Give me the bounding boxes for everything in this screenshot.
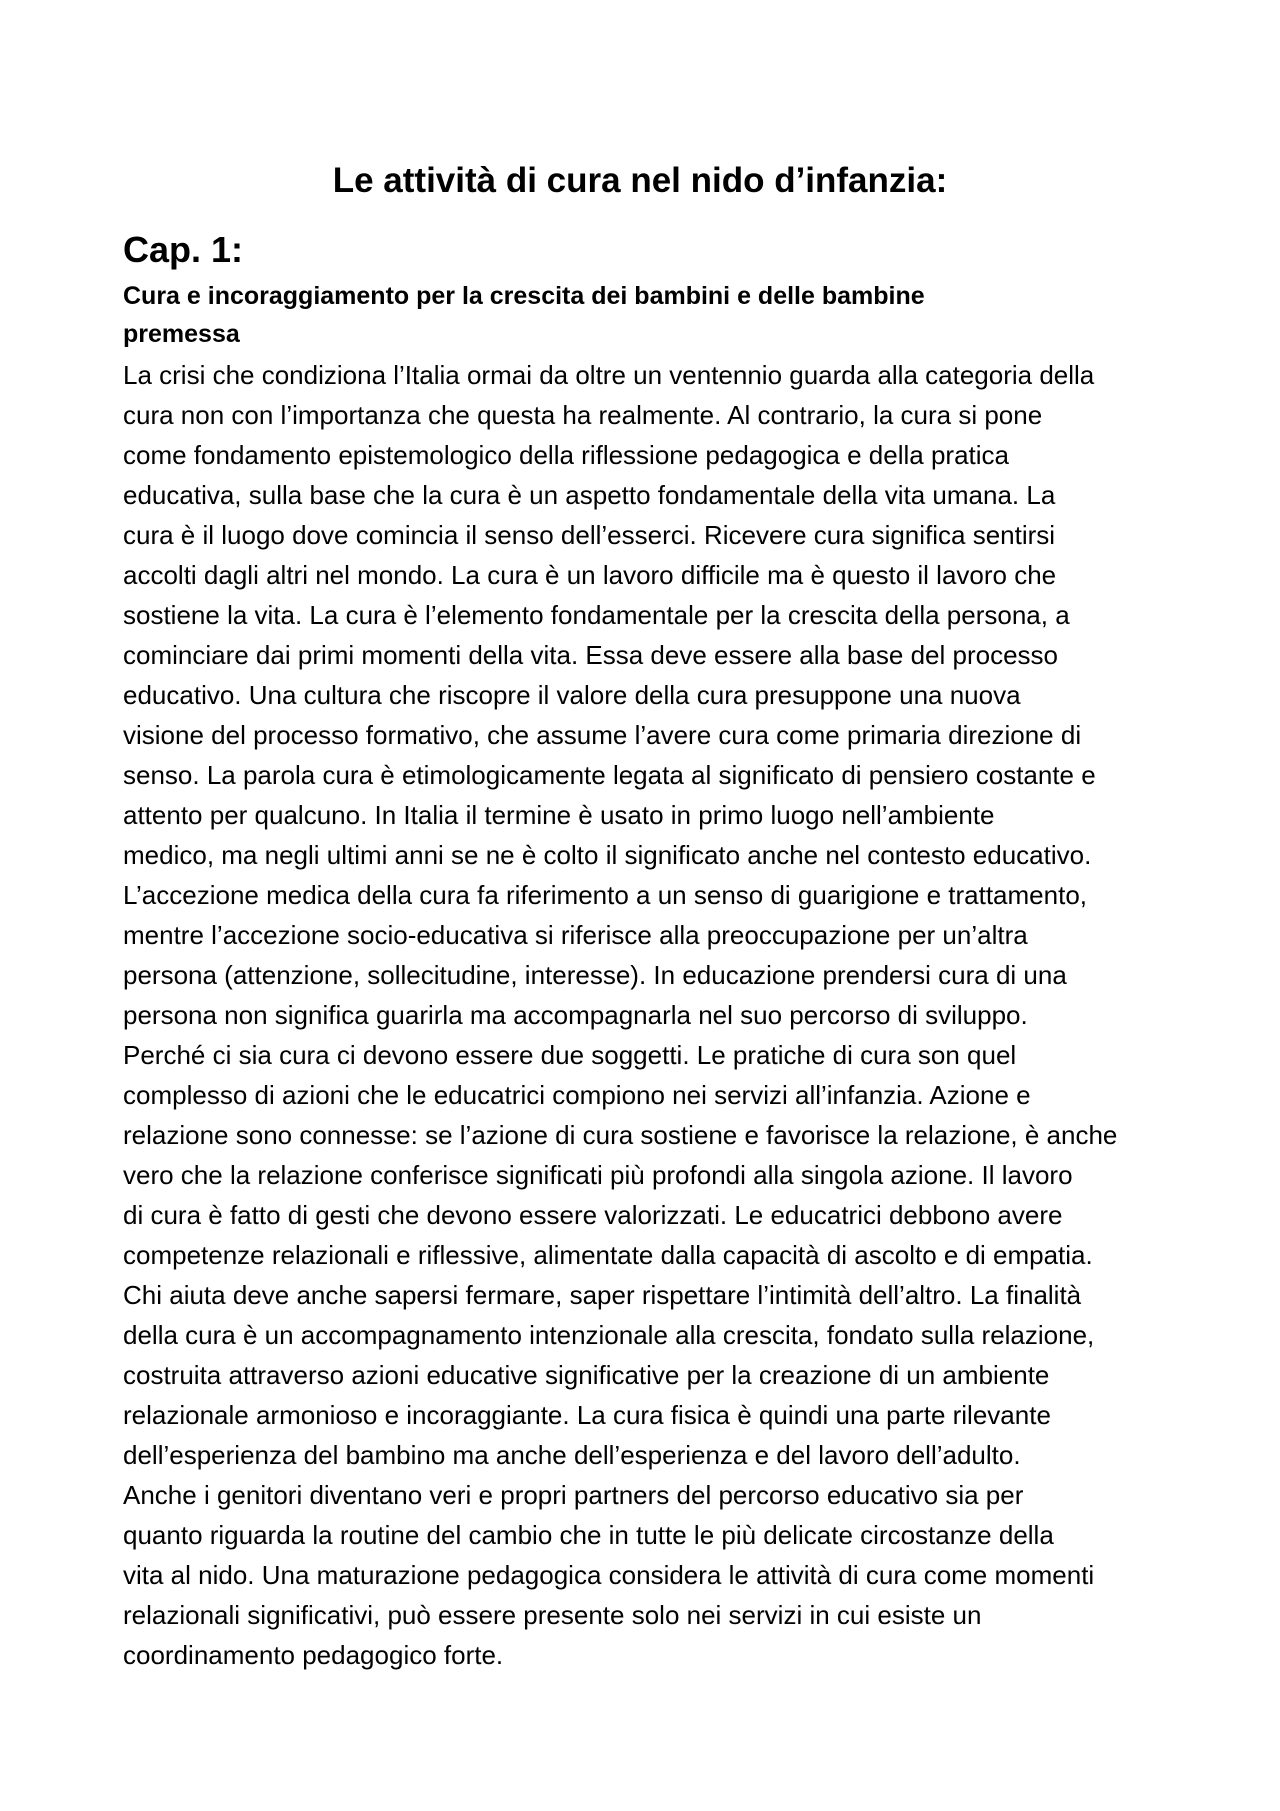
body-line: Perché ci sia cura ci devono essere due soggetti. Le pratiche di cura son quel xyxy=(123,1040,1017,1070)
body-line: di cura è fatto di gesti che devono essere valorizzati. Le educatrici debbono avere xyxy=(123,1200,1063,1230)
body-line: senso. La parola cura è etimologicamente legata al significato di pensiero costante e xyxy=(123,760,1096,790)
body-line: La crisi che condiziona l’Italia ormai da oltre un ventennio guarda alla categoria della xyxy=(123,360,1095,390)
body-line: costruita attraverso azioni educative significative per la creazione di un ambiente xyxy=(123,1360,1050,1390)
body-line: persona non significa guarirla ma accompagnarla nel suo percorso di sviluppo. xyxy=(123,1000,1028,1030)
body-line: relazionali significativi, può essere presente solo nei servizi in cui esiste un xyxy=(123,1600,982,1630)
body-line: cominciare dai primi momenti della vita. Essa deve essere alla base del processo xyxy=(123,640,1058,670)
body-line: cura non con l’importanza che questa ha realmente. Al contrario, la cura si pone xyxy=(123,400,1043,430)
body-line: educativa, sulla base che la cura è un aspetto fondamentale della vita umana. La xyxy=(123,480,1056,510)
body-line: attento per qualcuno. In Italia il termine è usato in primo luogo nell’ambiente xyxy=(123,800,995,830)
body-line: persona (attenzione, sollecitudine, interesse). In educazione prendersi cura di una xyxy=(123,960,1067,990)
body-line: sostiene la vita. La cura è l’elemento fondamentale per la crescita della persona, a xyxy=(123,600,1070,630)
body-line: Chi aiuta deve anche sapersi fermare, saper rispettare l’intimità dell’altro. La finalità xyxy=(123,1280,1082,1310)
body-line: vita al nido. Una maturazione pedagogica considera le attività di cura come momenti xyxy=(123,1560,1095,1590)
body-line: Anche i genitori diventano veri e propri partners del percorso educativo sia per xyxy=(123,1480,1024,1510)
chapter-heading: Cap. 1: xyxy=(123,229,244,270)
body-line: mentre l’accezione socio-educativa si riferisce alla preoccupazione per un’altra xyxy=(123,920,1028,950)
section-label: premessa xyxy=(123,320,240,348)
body-line: competenze relazionali e riflessive, alimentate dalla capacità di ascolto e di empatia. xyxy=(123,1240,1093,1270)
body-line: coordinamento pedagogico forte. xyxy=(123,1640,504,1670)
body-line: medico, ma negli ultimi anni se ne è colto il significato anche nel contesto educativo. xyxy=(123,840,1092,870)
body-line: quanto riguarda la routine del cambio che in tutte le più delicate circostanze della xyxy=(123,1520,1054,1550)
chapter-subtitle: Cura e incoraggiamento per la crescita dei bambini e delle bambine xyxy=(123,282,925,310)
body-line: visione del processo formativo, che assume l’avere cura come primaria direzione di xyxy=(123,720,1082,750)
body-line: relazione sono connesse: se l’azione di cura sostiene e favorisce la relazione, è anche xyxy=(123,1120,1118,1150)
body-line: educativo. Una cultura che riscopre il valore della cura presuppone una nuova xyxy=(123,680,1021,710)
body-paragraph xyxy=(123,355,1183,1675)
body-line: della cura è un accompagnamento intenzionale alla crescita, fondato sulla relazione, xyxy=(123,1320,1095,1350)
body-line: complesso di azioni che le educatrici compiono nei servizi all’infanzia. Azione e xyxy=(123,1080,1031,1110)
body-line: cura è il luogo dove comincia il senso dell’esserci. Ricevere cura significa sentirsi xyxy=(123,520,1056,550)
body-line: dell’esperienza del bambino ma anche dell’esperienza e del lavoro dell’adulto. xyxy=(123,1440,1021,1470)
body-line: vero che la relazione conferisce significati più profondi alla singola azione. Il lavoro xyxy=(123,1160,1073,1190)
body-line: relazionale armonioso e incoraggiante. La cura fisica è quindi una parte rilevante xyxy=(123,1400,1051,1430)
body-line: L’accezione medica della cura fa riferimento a un senso di guarigione e trattamento, xyxy=(123,880,1088,910)
body-line: come fondamento epistemologico della riflessione pedagogica e della pratica xyxy=(123,440,1009,470)
body-line: accolti dagli altri nel mondo. La cura è un lavoro difficile ma è questo il lavoro che xyxy=(123,560,1057,590)
document-title: Le attività di cura nel nido d’infanzia: xyxy=(332,161,948,200)
